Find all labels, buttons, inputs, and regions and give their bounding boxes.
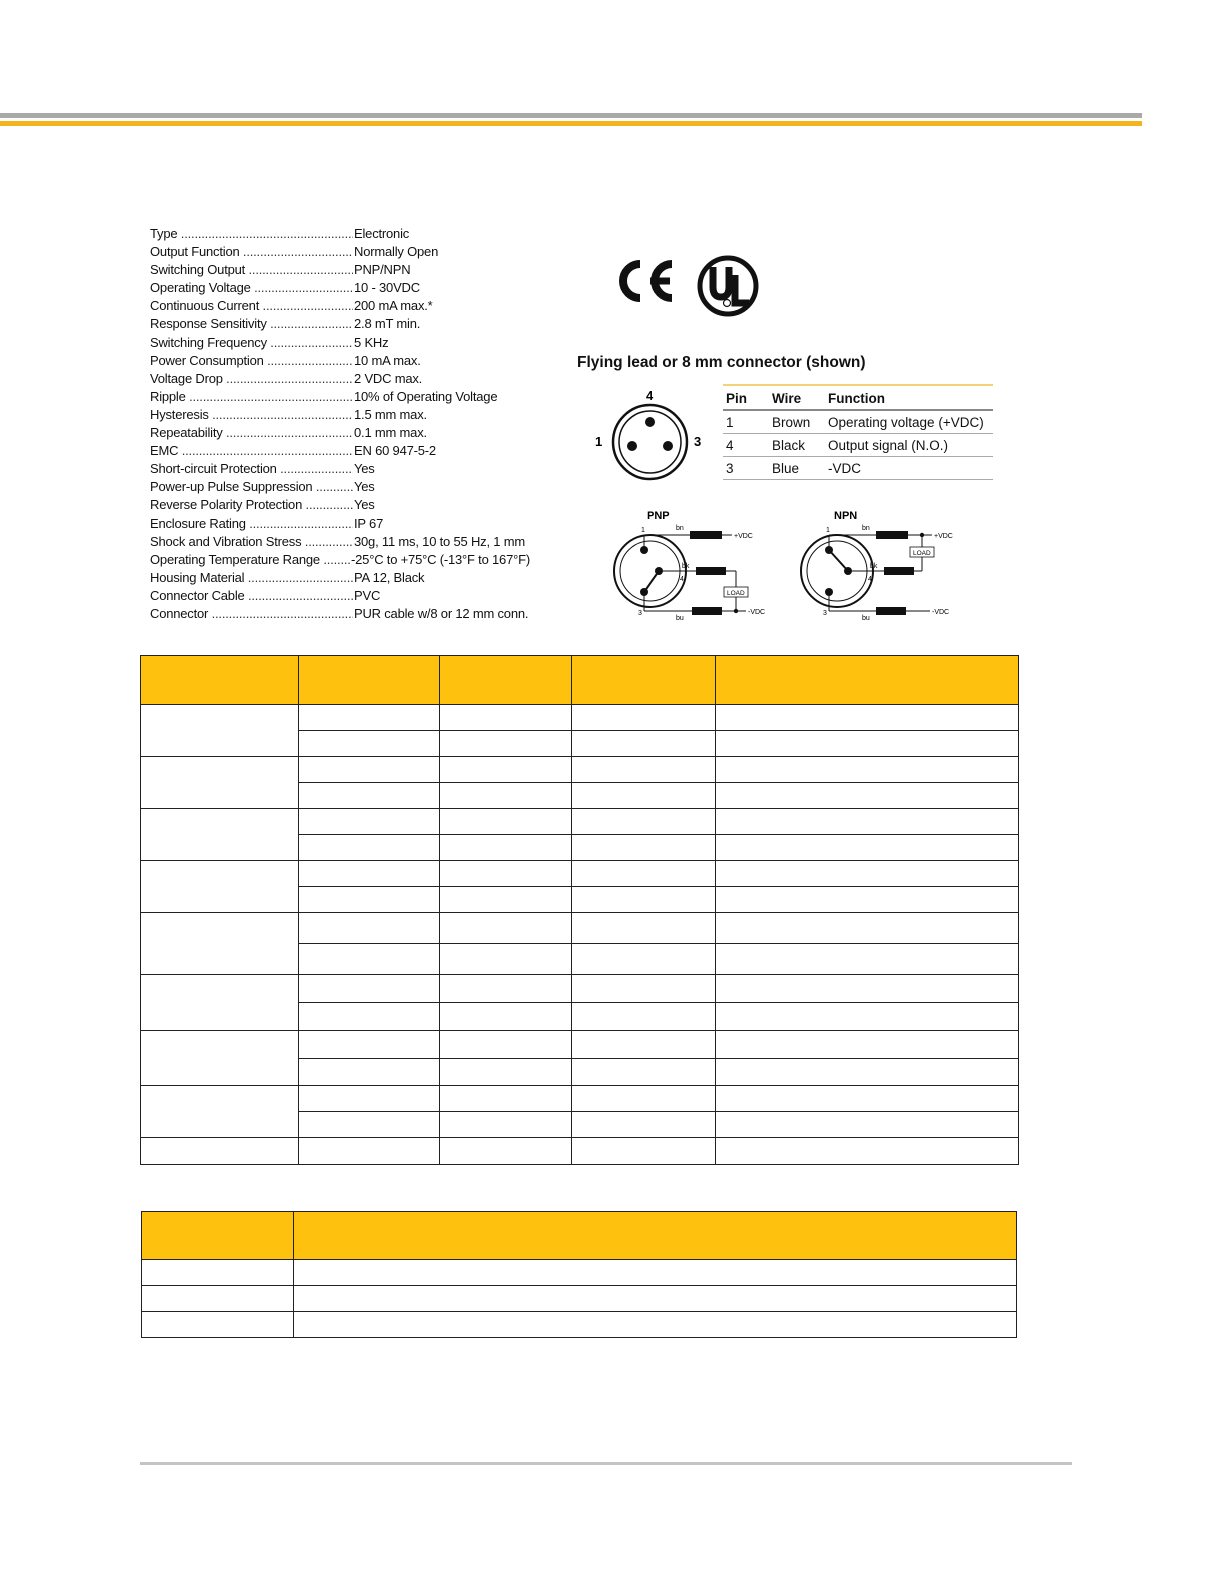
table-cell: -VDC bbox=[825, 457, 993, 480]
column-header-pin: Pin bbox=[723, 385, 769, 410]
wiring-diagrams bbox=[600, 505, 980, 623]
table-cell bbox=[440, 783, 572, 809]
table-cell bbox=[572, 705, 716, 731]
spec-label: Short-circuit Protection ..... bbox=[150, 461, 353, 476]
spec-label: Power-up Pulse Suppression ..... bbox=[150, 479, 353, 494]
group-cell bbox=[141, 975, 299, 1031]
header-cell bbox=[716, 656, 1019, 705]
spec-label: Shock and Vibration Stress ..... bbox=[150, 534, 353, 549]
table-cell bbox=[572, 835, 716, 861]
table-row bbox=[723, 457, 993, 480]
table-cell bbox=[299, 809, 440, 835]
spec-row bbox=[150, 353, 530, 371]
table-cell: Black bbox=[769, 434, 825, 457]
spec-value: Yes bbox=[354, 497, 375, 513]
table-cell bbox=[440, 1086, 572, 1112]
table-cell bbox=[294, 1286, 1017, 1312]
table-cell: Brown bbox=[769, 410, 825, 434]
table-row bbox=[141, 1086, 1019, 1112]
accessories-table bbox=[141, 1211, 1017, 1338]
npn-pin1-label: 1 bbox=[826, 527, 830, 534]
spec-label: Reverse Polarity Protection ..... bbox=[150, 497, 353, 512]
spec-label: EMC ..... bbox=[150, 443, 353, 458]
pin-label-right: 3 bbox=[694, 434, 702, 449]
table-cell bbox=[716, 975, 1019, 1003]
spec-label: Continuous Current ..... bbox=[150, 298, 353, 313]
table-cell bbox=[572, 1112, 716, 1138]
table-cell: Operating voltage (+VDC) bbox=[825, 410, 993, 434]
header-rule-gray bbox=[0, 113, 1142, 118]
table-row bbox=[142, 1260, 1017, 1286]
spec-label: Ripple ..... bbox=[150, 389, 353, 404]
npn-load-label: LOAD bbox=[913, 550, 931, 557]
spec-label: Type ..... bbox=[150, 226, 353, 241]
pnp-bu-label: bu bbox=[676, 615, 684, 622]
spec-label: Enclosure Rating ..... bbox=[150, 516, 353, 531]
table-cell bbox=[299, 1031, 440, 1059]
spec-row bbox=[150, 552, 530, 570]
group-cell bbox=[141, 913, 299, 975]
pnp-title: PNP bbox=[647, 510, 670, 522]
table-cell bbox=[572, 1031, 716, 1059]
spec-row bbox=[150, 606, 530, 624]
table-cell bbox=[572, 783, 716, 809]
table-cell bbox=[299, 731, 440, 757]
pnp-vplus-label: +VDC bbox=[734, 533, 753, 540]
table-cell: 4 bbox=[723, 434, 769, 457]
table-cell bbox=[142, 1286, 294, 1312]
table-cell bbox=[294, 1260, 1017, 1286]
spec-value: 200 mA max.* bbox=[354, 298, 433, 314]
spec-row bbox=[150, 516, 530, 534]
table-row bbox=[141, 913, 1019, 944]
table-cell bbox=[440, 1112, 572, 1138]
table-cell bbox=[299, 1059, 440, 1086]
table-row bbox=[141, 705, 1019, 731]
table-cell bbox=[440, 975, 572, 1003]
spec-label: Operating Temperature Range ..... bbox=[150, 552, 350, 567]
spec-row bbox=[150, 298, 530, 316]
pnp-wiring-diagram bbox=[614, 510, 765, 622]
spec-row bbox=[150, 588, 530, 606]
table-header-row bbox=[142, 1212, 1017, 1260]
spec-label: Switching Frequency ..... bbox=[150, 335, 353, 350]
table-cell bbox=[440, 887, 572, 913]
pnp-vminus-label: -VDC bbox=[748, 609, 766, 616]
table-cell bbox=[716, 1031, 1019, 1059]
table-cell bbox=[572, 731, 716, 757]
header-cell bbox=[142, 1212, 294, 1260]
pnp-pin4-label: 4 bbox=[680, 576, 684, 583]
table-cell bbox=[440, 1003, 572, 1031]
table-cell bbox=[299, 835, 440, 861]
table-cell bbox=[716, 944, 1019, 975]
spec-value: 1.5 mm max. bbox=[354, 406, 427, 422]
column-header-wire: Wire bbox=[769, 385, 825, 410]
pin-3-dot bbox=[663, 441, 673, 451]
npn-bk-label: bk bbox=[870, 563, 878, 570]
header-rule-gold bbox=[0, 121, 1142, 126]
table-cell bbox=[440, 944, 572, 975]
table-row bbox=[141, 809, 1019, 835]
table-cell bbox=[572, 1059, 716, 1086]
table-cell bbox=[299, 913, 440, 944]
pnp-load-label: LOAD bbox=[727, 590, 745, 597]
table-cell bbox=[299, 861, 440, 887]
spec-value: 2.8 mT min. bbox=[354, 316, 421, 332]
footer-rule bbox=[140, 1462, 1072, 1465]
spec-row bbox=[150, 335, 530, 353]
npn-pin4-label: 4 bbox=[868, 576, 872, 583]
ul-mark-icon bbox=[696, 253, 760, 319]
table-row bbox=[142, 1286, 1017, 1312]
spec-row bbox=[150, 371, 530, 389]
table-cell bbox=[572, 861, 716, 887]
table-row bbox=[141, 757, 1019, 783]
table-cell bbox=[294, 1312, 1017, 1338]
table-cell bbox=[572, 1138, 716, 1165]
table-cell bbox=[572, 757, 716, 783]
table-cell bbox=[572, 975, 716, 1003]
table-cell bbox=[299, 783, 440, 809]
table-cell bbox=[440, 835, 572, 861]
table-cell bbox=[440, 913, 572, 944]
spec-value: PNP/NPN bbox=[354, 262, 411, 278]
spec-value: 5 KHz bbox=[354, 334, 389, 350]
spec-label: Output Function ..... bbox=[150, 244, 353, 259]
column-header-function: Function bbox=[825, 385, 993, 410]
table-row bbox=[141, 861, 1019, 887]
spec-value: -25°C to +75°C (-13°F to 167°F) bbox=[351, 551, 530, 567]
spec-label: Power Consumption ..... bbox=[150, 353, 353, 368]
spec-value: 10 - 30VDC bbox=[354, 280, 420, 296]
header-cell bbox=[572, 656, 716, 705]
group-cell bbox=[141, 809, 299, 861]
table-cell bbox=[716, 783, 1019, 809]
spec-row bbox=[150, 280, 530, 298]
table-cell bbox=[716, 1003, 1019, 1031]
spec-row bbox=[150, 479, 530, 497]
spec-value: Yes bbox=[354, 461, 375, 477]
npn-pin3-label: 3 bbox=[823, 610, 827, 617]
spec-row bbox=[150, 389, 530, 407]
group-cell bbox=[141, 705, 299, 757]
ce-mark-icon bbox=[612, 256, 678, 306]
table-row bbox=[142, 1312, 1017, 1338]
npn-bn-label: bn bbox=[862, 525, 870, 532]
table-cell bbox=[572, 1003, 716, 1031]
table-cell bbox=[299, 757, 440, 783]
table-cell bbox=[299, 944, 440, 975]
table-cell bbox=[716, 731, 1019, 757]
table-cell bbox=[716, 861, 1019, 887]
table-cell bbox=[716, 1112, 1019, 1138]
spec-label: Connector ..... bbox=[150, 606, 353, 621]
npn-vplus-label: +VDC bbox=[934, 533, 953, 540]
table-cell bbox=[141, 1138, 299, 1165]
spec-row bbox=[150, 316, 530, 334]
spec-list bbox=[150, 226, 530, 624]
spec-label: Housing Material ..... bbox=[150, 570, 353, 585]
spec-value: Electronic bbox=[354, 226, 410, 241]
pnp-pin3-label: 3 bbox=[638, 610, 642, 617]
table-cell bbox=[572, 887, 716, 913]
table-header-row bbox=[141, 656, 1019, 705]
spec-row bbox=[150, 262, 530, 280]
table-cell bbox=[716, 1059, 1019, 1086]
table-cell bbox=[440, 1059, 572, 1086]
spec-value: Normally Open bbox=[354, 244, 439, 260]
table-row bbox=[141, 1031, 1019, 1059]
ordering-table bbox=[140, 655, 1019, 1165]
spec-row bbox=[150, 443, 530, 461]
spec-value: 10 mA max. bbox=[354, 352, 421, 368]
spec-label: Hysteresis ..... bbox=[150, 407, 353, 422]
header-cell bbox=[294, 1212, 1017, 1260]
header-cell bbox=[440, 656, 572, 705]
pnp-pin1-label: 1 bbox=[641, 527, 645, 534]
spec-value: IP 67 bbox=[354, 515, 384, 531]
table-cell bbox=[716, 1086, 1019, 1112]
table-cell bbox=[440, 809, 572, 835]
spec-row bbox=[150, 534, 530, 552]
spec-value: PUR cable w/8 or 12 mm conn. bbox=[354, 605, 529, 621]
table-cell bbox=[572, 809, 716, 835]
pin-1-dot bbox=[627, 441, 637, 451]
table-cell bbox=[142, 1312, 294, 1338]
table-cell bbox=[440, 1031, 572, 1059]
pin-label-top: 4 bbox=[646, 388, 654, 403]
table-cell bbox=[572, 913, 716, 944]
spec-label: Response Sensitivity ..... bbox=[150, 316, 353, 331]
table-row bbox=[723, 434, 993, 457]
table-cell: 3 bbox=[723, 457, 769, 480]
table-row bbox=[141, 975, 1019, 1003]
table-cell bbox=[299, 1112, 440, 1138]
header-cell bbox=[299, 656, 440, 705]
pin-function-table bbox=[723, 384, 993, 480]
table-cell bbox=[716, 887, 1019, 913]
table-cell bbox=[440, 705, 572, 731]
spec-label: Repeatability ..... bbox=[150, 425, 353, 440]
spec-label: Operating Voltage ..... bbox=[150, 280, 353, 295]
header-cell bbox=[141, 656, 299, 705]
spec-row bbox=[150, 244, 530, 262]
table-cell bbox=[716, 705, 1019, 731]
spec-row bbox=[150, 226, 530, 244]
spec-label: Switching Output ..... bbox=[150, 262, 353, 277]
table-cell bbox=[299, 887, 440, 913]
table-cell: Blue bbox=[769, 457, 825, 480]
group-cell bbox=[141, 757, 299, 809]
table-cell bbox=[142, 1260, 294, 1286]
table-cell: 1 bbox=[723, 410, 769, 434]
group-cell bbox=[141, 1031, 299, 1086]
spec-value: Yes bbox=[354, 479, 375, 495]
table-cell bbox=[299, 1138, 440, 1165]
table-header-row bbox=[723, 385, 993, 410]
npn-title: NPN bbox=[834, 510, 858, 522]
spec-value: PA 12, Black bbox=[354, 569, 425, 585]
connector-pin-diagram bbox=[590, 384, 710, 494]
table-cell bbox=[440, 731, 572, 757]
table-cell bbox=[440, 861, 572, 887]
spec-label: Voltage Drop ..... bbox=[150, 371, 353, 386]
spec-row bbox=[150, 425, 530, 443]
spec-value: PVC bbox=[354, 587, 381, 603]
spec-row bbox=[150, 461, 530, 479]
spec-value: 2 VDC max. bbox=[354, 370, 423, 386]
table-cell bbox=[572, 944, 716, 975]
npn-vminus-label: -VDC bbox=[932, 609, 950, 616]
group-cell bbox=[141, 1086, 299, 1138]
spec-value: 0.1 mm max. bbox=[354, 425, 427, 441]
table-row bbox=[723, 410, 993, 434]
table-cell bbox=[299, 975, 440, 1003]
table-row bbox=[141, 1138, 1019, 1165]
table-cell bbox=[440, 1138, 572, 1165]
table-cell bbox=[716, 757, 1019, 783]
pin-4-dot bbox=[645, 417, 655, 427]
pin-label-left: 1 bbox=[595, 434, 603, 449]
spec-value: 10% of Operating Voltage bbox=[354, 388, 498, 404]
table-cell bbox=[716, 809, 1019, 835]
spec-row bbox=[150, 570, 530, 588]
spec-value: EN 60 947-5-2 bbox=[354, 443, 436, 459]
table-cell bbox=[440, 757, 572, 783]
spec-value: 30g, 11 ms, 10 to 55 Hz, 1 mm bbox=[354, 533, 525, 549]
npn-wiring-diagram bbox=[801, 510, 953, 622]
table-cell bbox=[299, 1003, 440, 1031]
table-cell bbox=[716, 913, 1019, 944]
group-cell bbox=[141, 861, 299, 913]
connector-title: Flying lead or 8 mm connector (shown) bbox=[577, 354, 866, 371]
table-cell bbox=[716, 1138, 1019, 1165]
npn-bu-label: bu bbox=[862, 615, 870, 622]
table-cell bbox=[299, 1086, 440, 1112]
table-cell bbox=[299, 705, 440, 731]
spec-label: Connector Cable ..... bbox=[150, 588, 353, 603]
pnp-bn-label: bn bbox=[676, 525, 684, 532]
table-cell bbox=[716, 835, 1019, 861]
spec-row bbox=[150, 407, 530, 425]
pnp-bk-label: bk bbox=[682, 563, 690, 570]
table-cell: Output signal (N.O.) bbox=[825, 434, 993, 457]
spec-row bbox=[150, 497, 530, 515]
table-cell bbox=[572, 1086, 716, 1112]
